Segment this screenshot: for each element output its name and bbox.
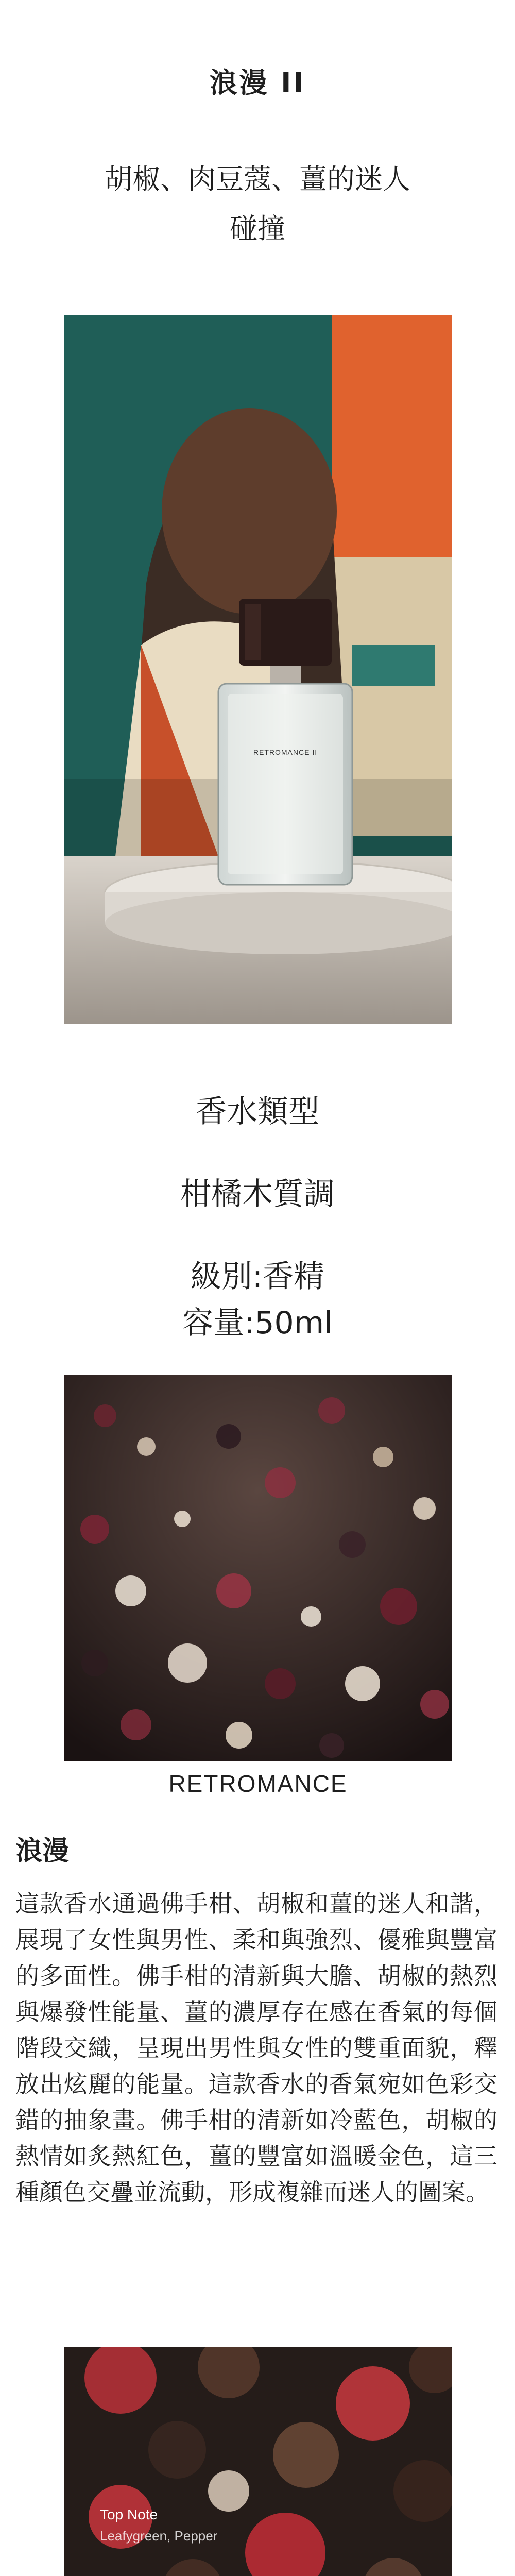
hero-perfume-image [64, 315, 452, 1024]
brand-caption: RETROMANCE [168, 1770, 348, 1797]
description-body: 這款香水通過佛手柑、胡椒和薑的迷人和諧，展現了女性與男性、柔和與強烈、優雅與豐富的多面性。佛手柑的清新與大膽、胡椒的熱烈與爆發性能量、薑的濃厚存在感在香氣的每個階段交織，呈現出男性與女性的雙重面貌，釋放出炫麗的能量。這款香水的香氣宛如色彩交錯的抽象畫。佛手柑的清新如冷藍色，胡椒的熱情如炙熱紅色，薑的豐富如溫暖金色，這三種顏色交疊並流動，形成複雜而迷人的圖案。 [15, 1890, 497, 2206]
subtitle-line-1: 胡椒、肉豆蔻、薑的迷人 [105, 163, 410, 195]
perfume-type: 香水類型 [196, 1094, 319, 1130]
subtitle-line-2: 碰撞 [230, 212, 285, 245]
top-note-label [100, 2506, 217, 2544]
page-subtitle [0, 155, 515, 253]
bottle-label: RETROMANCE II [253, 748, 318, 756]
top-note-name: Top Note [100, 2506, 158, 2522]
page-title: 浪漫 II [209, 66, 306, 99]
brand-caption-strip [64, 1761, 452, 1806]
perfume-grade: 級別:香精 [190, 1259, 325, 1295]
top-note-ingredients: Leafygreen, Pepper [100, 2528, 218, 2544]
perfume-volume: 容量:50ml [182, 1305, 333, 1341]
perfume-family: 柑橘木質調 [180, 1176, 335, 1212]
description-heading: 浪漫 [15, 1836, 70, 1867]
spice-image [64, 1375, 452, 1761]
top-note-image [64, 2347, 452, 2576]
